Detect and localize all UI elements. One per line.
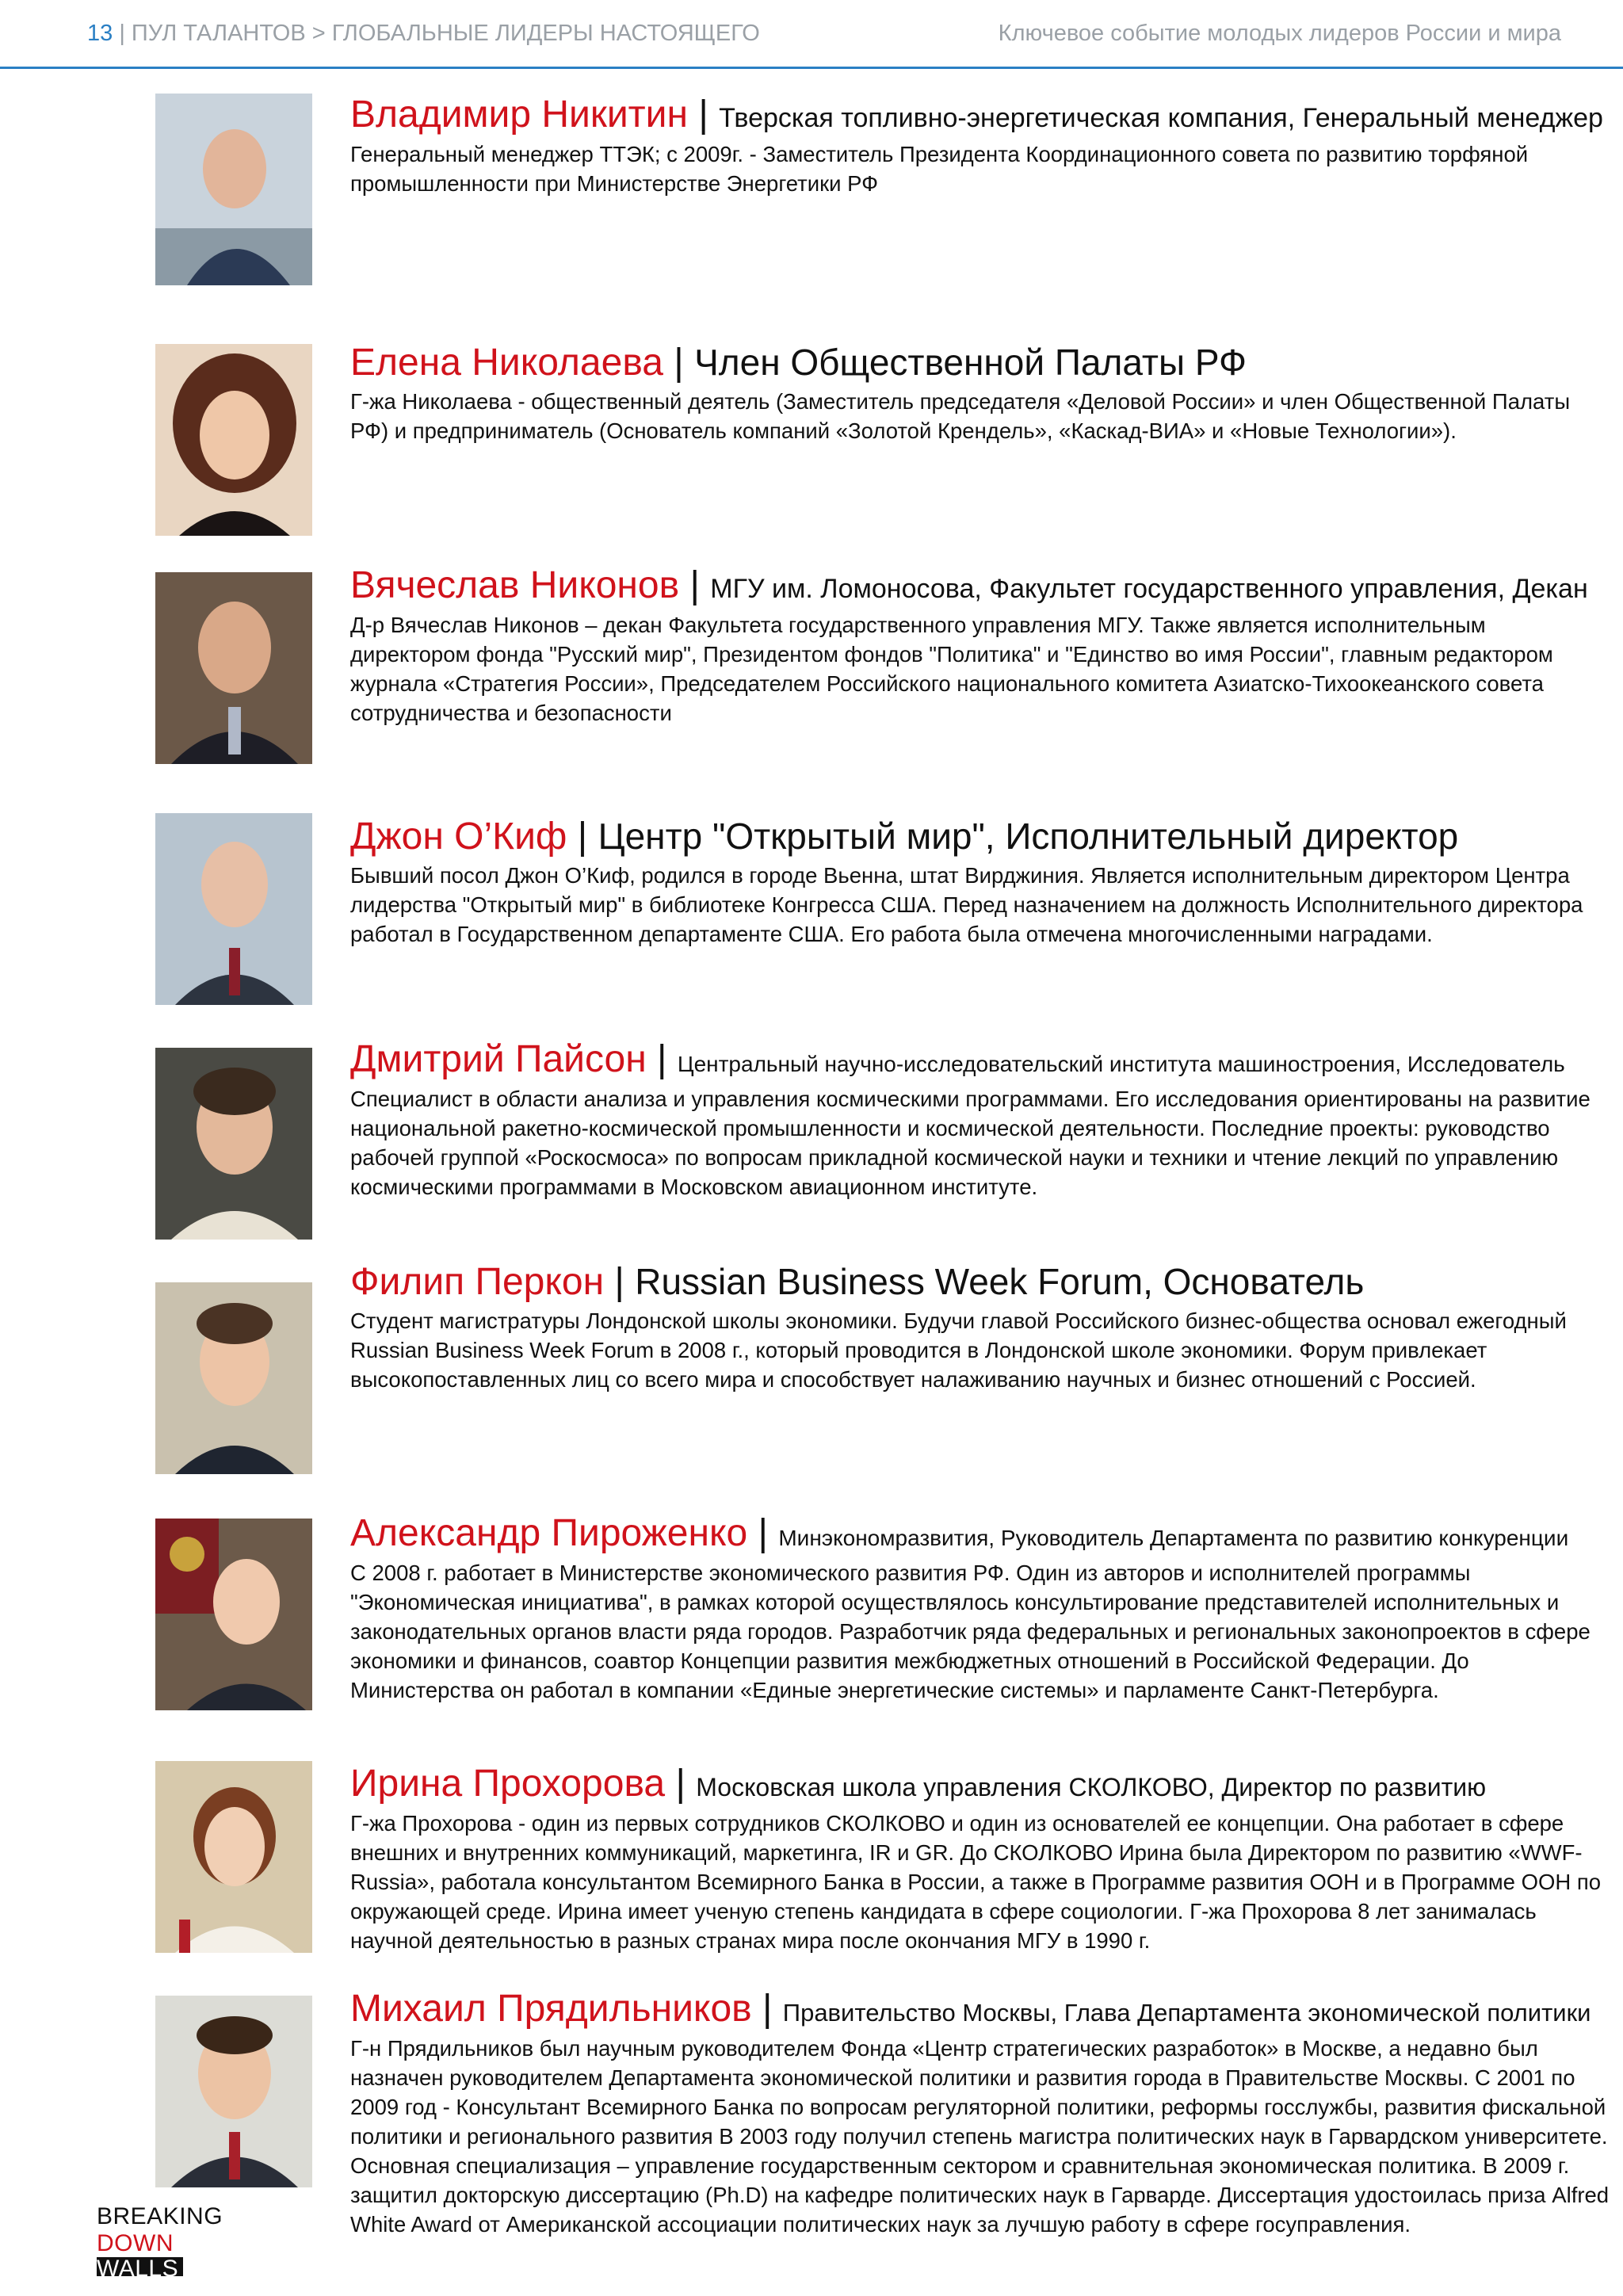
header-divider <box>0 67 1623 69</box>
person-headline <box>350 339 1610 385</box>
header-tagline: Ключевое событие молодых лидеров России и мира <box>998 21 1561 46</box>
person-role: Правительство Москвы, Глава Департамента экономической политики <box>782 1999 1591 2027</box>
separator: | <box>679 564 711 606</box>
person-description: Г-н Прядильников был научным руководителем Фонда «Центр стратегических разработок» в Москве, а недавно был назначен руководителем Департамента экономической политики и развития города в Правительстве Москвы. С 2001 по 2009 год - Консультант Всемирного Банка по вопросам регуляторной политики, реформы госслужбы, развития фискальной политики и регионального развития В 2003 году получил степень магистра политических наук в Гарвардском университете. Основная специализация – управление государственным сектором и сравнительная экономическая политика. В 2009 г. защитил докторскую диссертацию (Ph.D) на кафедре политических наук в Гарварде. Диссертация удостоилась приза Alfred White Award от Американской ассоциации политических наук за лучшую работу в сфере госуправления. <box>350 2036 1610 2237</box>
person-role: Russian Business Week Forum, Основатель <box>635 1261 1365 1302</box>
person-text <box>350 92 1610 198</box>
person-name: Вячеслав Никонов <box>350 564 680 606</box>
person-name: Михаил Прядильников <box>350 1988 752 2030</box>
person-role: Член Общественной Палаты РФ <box>694 342 1247 383</box>
person-role: Центральный научно-исследовательский института машиностроения, Исследователь <box>677 1052 1565 1076</box>
logo-line-walls: WALLS <box>97 2257 183 2276</box>
person-description: Бывший посол Джон О’Киф, родился в городе Вьенна, штат Вирджиния. Является исполнительным директором Центра лидерства "Открытый мир" в библиотеке Конгресса США. Перед назначением на должность Исполнительного директора работал в Государственном департаменте США. Его работа была отмечена многочисленными наградами. <box>350 863 1583 946</box>
person-photo <box>155 1519 312 1710</box>
page-number: 13 <box>87 21 113 46</box>
person-role: МГУ им. Ломоносова, Факультет государственного управления, Декан <box>710 574 1588 604</box>
person-photo <box>155 1761 312 1953</box>
person-name: Елена Николаева <box>350 342 663 384</box>
header-breadcrumb <box>87 21 760 47</box>
person-description: Генеральный менеджер ТТЭК; с 2009г. - Заместитель Президента Координационного совета по развитию торфяной промышленности при Министерстве Энергетики РФ <box>350 142 1529 196</box>
person-description: Специалист в области анализа и управления космическими программами. Его исследования ориентированы на развитие национальной ракетно-космической промышленности и космической деятельности. Последние проекты: руководство рабочей группой «Роскосмоса» по вопросам прикладной космической науки и техники и чтение лекций по управлению космическими программами в Московском авиационном институте. <box>350 1087 1591 1199</box>
person-text <box>350 1511 1610 1705</box>
person-description: Д-р Вячеслав Никонов – декан Факультета государственного управления МГУ. Также является исполнительным директором фонда "Русский мир", Президентом фондов "Политика" и "Единство во имя России", главным редактором журнала «Стратегия России», Председателем Российского национального комитета Азиатско-Тихоокеанского совета сотрудничества и безопасности <box>350 613 1553 725</box>
person-text <box>350 1986 1610 2239</box>
person-description: С 2008 г. работает в Министерстве экономического развития РФ. Один из авторов и исполнителей программы "Экономическая инициатива", в рамках которой осуществлялось консультирование представителей исполнительных и законодательных органов власти ряда городов. Разработчик ряда федеральных и региональных законопроектов в сфере экономики и финансов, соавтор Концепции развития межбюджетных отношений в Российской Федерации. До Министерства он работал в компании «Единые энергетические системы» и парламенте Санкт-Петербурга. <box>350 1561 1591 1702</box>
person-headline <box>350 563 1610 609</box>
section-title: | ПУЛ ТАЛАНТОВ > ГЛОБАЛЬНЫЕ ЛИДЕРЫ НАСТОЯЩЕГО <box>113 21 760 46</box>
person-photo <box>155 1282 312 1474</box>
person-headline <box>350 1259 1610 1305</box>
person-text <box>350 813 1610 949</box>
person-text <box>350 1259 1610 1394</box>
person-name: Дмитрий Пайсон <box>350 1038 647 1080</box>
person-role: Московская школа управления СКОЛКОВО, Директор по развитию <box>696 1773 1487 1801</box>
person-role: Центр "Открытый мир", Исполнительный директор <box>598 816 1459 857</box>
person-role: Минэкономразвития, Руководитель Департамента по развитию конкуренции <box>778 1526 1569 1550</box>
person-headline <box>350 1037 1610 1083</box>
person-headline <box>350 813 1610 859</box>
person-name: Александр Пироженко <box>350 1512 748 1554</box>
logo-line-breaking: BREAKING <box>97 2203 223 2229</box>
person-photo <box>155 344 312 536</box>
separator: | <box>747 1512 779 1554</box>
separator: | <box>567 816 598 858</box>
person-name: Филип Перкон <box>350 1261 605 1303</box>
person-description: Студент магистратуры Лондонской школы экономики. Будучи главой Российского бизнес-общества основал ежегодный Russian Business Week Forum в 2008 г., который проводится в Лондонской школе экономики. Форум привлекает высокопоставленных лиц со всего мира и способствует налаживанию научных и бизнес отношений с Россией. <box>350 1308 1567 1392</box>
person-headline <box>350 1761 1610 1807</box>
person-description: Г-жа Николаева - общественный деятель (Заместитель председателя «Деловой России» и член Общественной Палаты РФ) и предприниматель (Основатель компаний «Золотой Крендель», «Каскад-ВИА» и «Новые Технологии»). <box>350 389 1571 443</box>
person-photo <box>155 1048 312 1240</box>
separator: | <box>751 1988 783 2030</box>
person-description: Г-жа Прохорова - один из первых сотрудников СКОЛКОВО и один из основателей ее концепции. Она работает в сфере внешних и внутренних коммуникаций, маркетинга, IR и GR. До СКОЛКОВО Ирина была Директором по развитию «WWF-Russia», работала консультантом Всемирного Банка в России, а также в Программе развития ООН и в Программе ООН по окружающей среде. Ирина имеет ученую степень кандидата в сфере социологии. Г-жа Прохорова 8 лет занималась научной деятельностью в разных странах мира после окончания МГУ в 1990 г. <box>350 1811 1602 1953</box>
person-name: Ирина Прохорова <box>350 1763 666 1805</box>
person-text <box>350 1761 1610 1955</box>
person-text <box>350 339 1610 445</box>
person-headline <box>350 1986 1610 2032</box>
separator: | <box>665 1763 697 1805</box>
person-role: Тверская топливно-энергетическая компания, Генеральный менеджер <box>719 103 1603 133</box>
person-name: Владимир Никитин <box>350 94 688 136</box>
logo-line-down: DOWN <box>97 2230 174 2256</box>
person-photo <box>155 813 312 1005</box>
person-headline <box>350 92 1610 138</box>
person-photo <box>155 1996 312 2187</box>
person-headline <box>350 1511 1610 1557</box>
separator: | <box>646 1038 678 1080</box>
person-photo <box>155 94 312 285</box>
person-text <box>350 1037 1610 1201</box>
separator: | <box>687 94 720 136</box>
page-header <box>0 0 1623 70</box>
person-photo <box>155 572 312 764</box>
person-text <box>350 563 1610 728</box>
breaking-down-walls-logo <box>97 2203 255 2280</box>
person-name: Джон О’Киф <box>350 816 567 858</box>
separator: | <box>663 342 695 384</box>
separator: | <box>604 1261 636 1303</box>
